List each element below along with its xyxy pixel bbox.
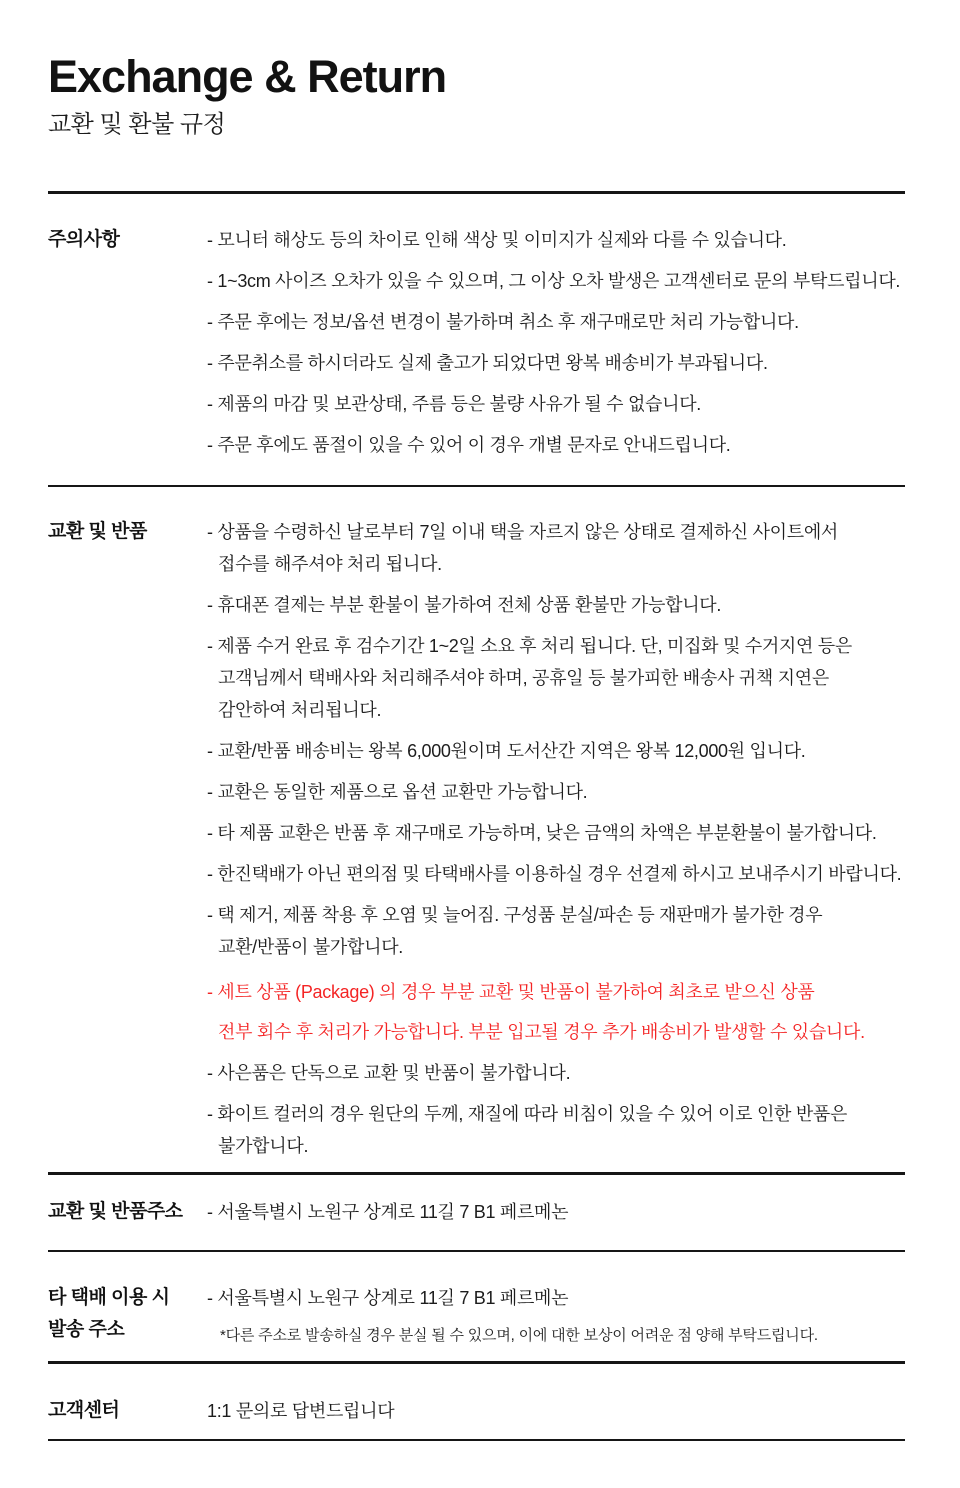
- policy-line: - 휴대폰 결제는 부분 환불이 불가하여 전체 상품 환불만 가능합니다.: [207, 595, 722, 615]
- section-label: [48, 1282, 207, 1346]
- policy-line: - 서울특별시 노원구 상계로 11길 7 B1 페르메논: [207, 1201, 569, 1222]
- policy-line: - 모니터 해상도 등의 차이로 인해 색상 및 이미지가 실제와 다를 수 있습니다.: [207, 229, 787, 250]
- policy-item: [207, 1282, 905, 1314]
- section-exchange-return: [48, 487, 905, 1172]
- policy-item: [207, 1057, 905, 1089]
- policy-line: 1:1 문의로 답변드립니다: [207, 1400, 395, 1421]
- policy-item-highlighted: [207, 972, 905, 1052]
- policy-line: - 주문취소를 하시더라도 실제 출고가 되었다면 왕복 배송비가 부과됩니다.: [207, 352, 768, 373]
- section-label: [48, 1395, 207, 1427]
- section-label: [48, 1196, 207, 1228]
- section-content: [207, 516, 905, 1162]
- section-customer-center: [48, 1364, 905, 1439]
- section-label-line: 타 택배 이용 시: [48, 1287, 170, 1308]
- policy-item: [207, 735, 905, 767]
- policy-item: [207, 858, 905, 890]
- policy-line: - 제품의 마감 및 보관상태, 주름 등은 불량 사유가 될 수 없습니다.: [207, 393, 702, 414]
- policy-line: 전부 회수 후 처리가 가능합니다. 부분 입고될 경우 추가 배송비가 발생할 수 있습니다.: [218, 1022, 865, 1042]
- policy-item: [207, 224, 905, 256]
- policy-item: [207, 347, 905, 379]
- policy-line: 불가합니다.: [218, 1136, 309, 1156]
- policy-line: 감안하여 처리됩니다.: [218, 700, 382, 720]
- section-content: [207, 1282, 905, 1349]
- section-label-line: 고객센터: [48, 1399, 120, 1421]
- section-label-line: 교환 및 반품: [48, 521, 147, 542]
- policy-note-line: *다른 주소로 발송하실 경우 분실 될 수 있으며, 이에 대한 보상이 어려운 점 양해 부탁드립니다.: [220, 1327, 818, 1344]
- policy-line: 교환/반품이 불가합니다.: [218, 937, 403, 957]
- section-return-address: [48, 1175, 905, 1250]
- page-subtitle: 교환 및 환불 규정: [48, 111, 226, 138]
- policy-line: 접수를 해주셔야 처리 됩니다.: [218, 554, 442, 574]
- policy-line: 고객님께서 택배사와 처리해주셔야 하며, 공휴일 등 불가피한 배송사 귀책 지연은: [218, 668, 829, 688]
- section-content: [207, 224, 905, 461]
- policy-note: [207, 1323, 905, 1349]
- section-content: [207, 1395, 905, 1427]
- section-label-line: 주의사항: [48, 228, 120, 250]
- section-label-line: 교환 및 반품주소: [48, 1200, 183, 1222]
- divider: [48, 1439, 905, 1442]
- policy-item: [207, 630, 905, 726]
- policy-line: - 주문 후에는 정보/옵션 변경이 불가하며 취소 후 재구매로만 처리 가능합니다.: [207, 311, 799, 332]
- policy-item: [207, 1395, 905, 1427]
- section-label-line: 발송 주소: [48, 1319, 125, 1340]
- policy-item: [207, 1098, 905, 1162]
- section-other-courier-address: [48, 1252, 905, 1361]
- section-content: [207, 1196, 905, 1228]
- policy-line: - 1~3cm 사이즈 오차가 있을 수 있으며, 그 이상 오차 발생은 고객센터로 문의 부탁드립니다.: [207, 270, 901, 291]
- policy-line: - 주문 후에도 품절이 있을 수 있어 이 경우 개별 문자로 안내드립니다.: [207, 434, 731, 455]
- policy-item: [207, 388, 905, 420]
- policy-item: [207, 776, 905, 808]
- policy-line: - 상품을 수령하신 날로부터 7일 이내 택을 자르지 않은 상태로 결제하신 사이트에서: [207, 522, 839, 542]
- policy-line: - 서울특별시 노원구 상계로 11길 7 B1 페르메논: [207, 1288, 569, 1308]
- section-label: [48, 516, 207, 548]
- policy-line: - 택 제거, 제품 착용 후 오염 및 늘어짐. 구성품 분실/파손 등 재판매가 불가한 경우: [207, 905, 823, 925]
- policy-item: [207, 265, 905, 297]
- section-label: [48, 224, 207, 256]
- policy-line: - 타 제품 교환은 반품 후 재구매로 가능하며, 낮은 금액의 차액은 부분환불이 불가합니다.: [207, 823, 877, 843]
- policy-line: - 교환은 동일한 제품으로 옵션 교환만 가능합니다.: [207, 782, 588, 802]
- policy-line: - 한진택배가 아닌 편의점 및 타택배사를 이용하실 경우 선결제 하시고 보내주시기 바랍니다.: [207, 864, 902, 884]
- policy-line: - 세트 상품 (Package) 의 경우 부분 교환 및 반품이 불가하여 최초로 받으신 상품: [207, 982, 815, 1002]
- policy-item: [207, 817, 905, 849]
- page-title: Exchange & Return: [48, 51, 447, 102]
- section-precautions: [48, 194, 905, 485]
- policy-line: - 교환/반품 배송비는 왕복 6,000원이며 도서산간 지역은 왕복 12,000원 입니다.: [207, 741, 806, 761]
- policy-item: [207, 589, 905, 621]
- page-header: [48, 52, 905, 139]
- policy-sections: [48, 194, 905, 1442]
- policy-item: [207, 899, 905, 963]
- policy-line: - 화이트 컬러의 경우 원단의 두께, 재질에 따라 비침이 있을 수 있어 이로 인한 반품은: [207, 1104, 848, 1124]
- policy-item: [207, 306, 905, 338]
- policy-item: [207, 516, 905, 580]
- policy-line: - 사은품은 단독으로 교환 및 반품이 불가합니다.: [207, 1063, 571, 1083]
- policy-item: [207, 429, 905, 461]
- policy-item: [207, 1196, 905, 1228]
- policy-line: - 제품 수거 완료 후 검수기간 1~2일 소요 후 처리 됩니다. 단, 미집화 및 수거지연 등은: [207, 636, 852, 656]
